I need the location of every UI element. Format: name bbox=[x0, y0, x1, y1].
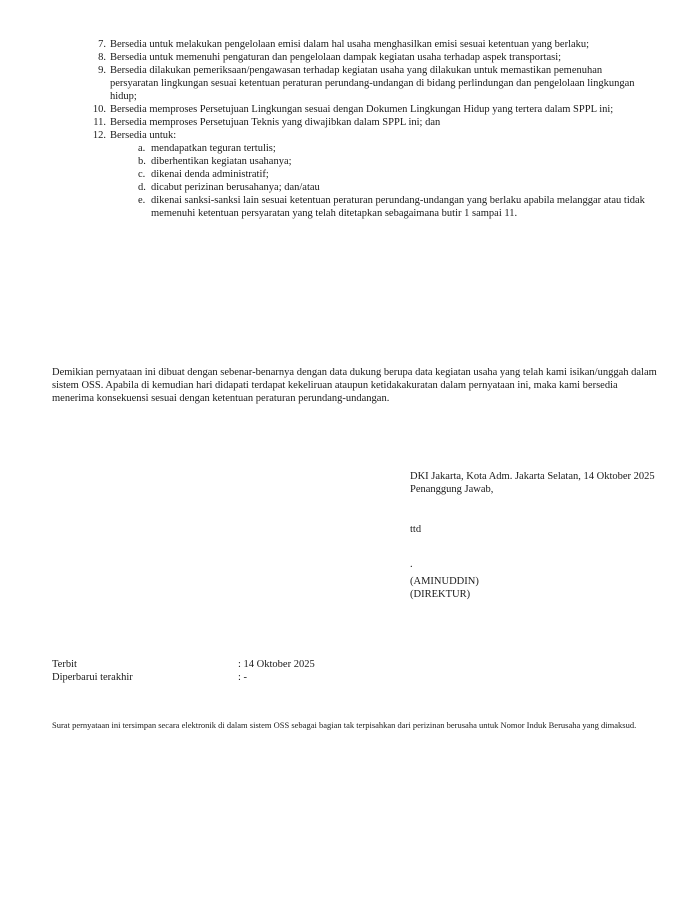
signatory-name: (AMINUDDIN) bbox=[410, 576, 479, 587]
sub-list-item bbox=[138, 181, 652, 194]
list-item bbox=[82, 51, 652, 64]
sub-list-item bbox=[138, 155, 652, 168]
list-item-number: 8. bbox=[98, 52, 106, 63]
document-meta bbox=[52, 658, 452, 684]
sanction-sub-list bbox=[138, 142, 652, 220]
updated-value: : - bbox=[238, 672, 248, 683]
sub-item-text: mendapatkan teguran tertulis; bbox=[151, 143, 276, 154]
list-item bbox=[82, 64, 652, 103]
declaration-paragraph: Demikian pernyataan ini dibuat dengan sebenar-benarnya dengan data dukung berupa data kegiatan usaha yang telah kami isikan/unggah dalam sistem OSS. Apabila di kemudian hari didapati terdapat kekeliruan ataupun ketidakakuratan dalam pernyataan ini, maka kami bersedia menerima konsekuensi sesuai dengan ketentuan peraturan perundang-undangan. bbox=[52, 367, 657, 404]
list-item-number: 11. bbox=[93, 117, 106, 128]
list-item bbox=[82, 129, 652, 142]
list-item-text: Bersedia dilakukan pemeriksaan/pengawasan terhadap kegiatan usaha yang dilakukan untuk memastikan pemenuhan persyaratan lingkungan sesuai ketentuan peraturan perundang-undangan di bidang perlindungan dan pengelolaan lingkungan hidup; bbox=[110, 65, 635, 102]
sub-item-text: dikenai sanksi-sanksi lain sesuai ketentuan peraturan perundang-undangan yang berlaku apabila melanggar atau tidak memenuhi ketentuan persyaratan yang telah ditetapkan sebagaimana butir 1 sampai 11. bbox=[151, 195, 645, 219]
sub-list-item bbox=[138, 194, 652, 220]
footer-note: Surat pernyataan ini tersimpan secara elektronik di dalam sistem OSS sebagai bagian tak terpisahkan dari perizinan berusaha untuk Nomor Induk Berusaha yang dimaksud. bbox=[52, 720, 637, 730]
list-item bbox=[82, 103, 652, 116]
list-item-number: 10. bbox=[92, 104, 106, 115]
signature-block bbox=[410, 470, 660, 601]
meta-row-updated bbox=[52, 671, 452, 684]
list-item-text: Bersedia memproses Persetujuan Lingkungan sesuai dengan Dokumen Lingkungan Hidup yang tertera dalam SPPL ini; bbox=[110, 104, 614, 115]
sub-item-letter: a. bbox=[138, 143, 146, 154]
sub-list-item bbox=[138, 142, 652, 155]
list-item-text: Bersedia untuk melakukan pengelolaan emisi dalam hal usaha menghasilkan emisi sesuai ketentuan yang berlaku; bbox=[110, 39, 590, 50]
sub-item-text: diberhentikan kegiatan usahanya; bbox=[151, 156, 292, 167]
updated-label: Diperbarui terakhir bbox=[52, 672, 133, 683]
list-item bbox=[82, 38, 652, 51]
sub-item-text: dikenai denda administratif; bbox=[151, 169, 269, 180]
commitment-list bbox=[82, 38, 652, 220]
sub-item-letter: d. bbox=[138, 182, 146, 193]
list-item-text: Bersedia untuk: bbox=[110, 130, 177, 141]
meta-row-published bbox=[52, 658, 452, 671]
signature-place-date: DKI Jakarta, Kota Adm. Jakarta Selatan, 14 Oktober 2025 bbox=[410, 471, 655, 482]
sub-item-letter: b. bbox=[138, 156, 146, 167]
sub-item-letter: c. bbox=[138, 169, 146, 180]
signature-dot: . bbox=[410, 559, 413, 570]
signature-ttd: ttd bbox=[410, 524, 422, 535]
list-item bbox=[82, 116, 652, 129]
list-item-text: Bersedia untuk memenuhi pengaturan dan pengelolaan dampak kegiatan usaha terhadap aspek transportasi; bbox=[110, 52, 562, 63]
sub-item-letter: e. bbox=[138, 195, 146, 206]
list-item-text: Bersedia memproses Persetujuan Teknis yang diwajibkan dalam SPPL ini; dan bbox=[110, 117, 441, 128]
signature-role-label: Penanggung Jawab, bbox=[410, 484, 494, 495]
published-value: : 14 Oktober 2025 bbox=[238, 659, 315, 670]
sub-list-item bbox=[138, 168, 652, 181]
published-label: Terbit bbox=[52, 659, 77, 670]
list-item-number: 9. bbox=[98, 65, 106, 76]
signatory-title: (DIREKTUR) bbox=[410, 589, 471, 600]
sub-item-text: dicabut perizinan berusahanya; dan/atau bbox=[151, 182, 320, 193]
list-item-number: 7. bbox=[98, 39, 106, 50]
list-item-number: 12. bbox=[92, 130, 106, 141]
